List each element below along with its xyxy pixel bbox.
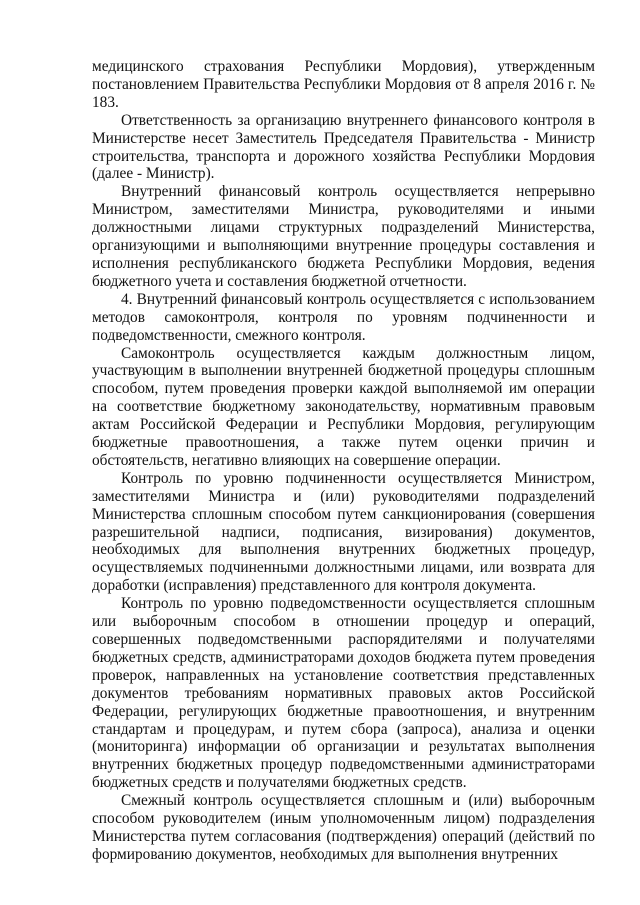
paragraph-internal-control: Внутренний финансовый контроль осуществляется непрерывно Министром, заместителями Министра, руководителями и иными должностными лицами структурных подразделений Министерства, организующими и выполняющими внутренние процедуры составления и исполнения республиканского бюджета Республики Мордовия, ведения бюджетного учета и составления бюджетной отчетности. <box>92 183 595 290</box>
paragraph-responsibility: Ответственность за организацию внутреннего финансового контроля в Министерстве несет Заместитель Председателя Правительства - Министр строительства, транспорта и дорожного хозяйства Республики Мордовия (далее - Министр). <box>92 111 595 183</box>
paragraph-subordination-control: Контроль по уровню подчиненности осуществляется Министром, заместителями Министра и (или) руководителями подразделений Министерства сплошным способом путем санкционирования (совершения разрешительной надписи, подписания, визирования) документов, необходимых для выполнения внутренних бюджетных процедур, осуществляемых подчиненными должностными лицами, или возврата для доработки (исправления) представленного для контроля документа. <box>92 469 595 595</box>
paragraph-self-control: Самоконтроль осуществляется каждым должностным лицом, участвующим в выполнении внутренней бюджетной процедуры сплошным способом, путем проведения проверки каждой выполняемой им операции на соответствие бюджетному законодательству, нормативным правовым актам Российской Федерации и Республики Мордовия, регулирующим бюджетные правоотношения, а также путем оценки причин и обстоятельств, негативно влияющих на совершение операции. <box>92 344 595 469</box>
paragraph-departmental-control: Контроль по уровню подведомственности осуществляется сплошным или выборочным способом в отношении процедур и операций, совершенных подведомственными распорядителями и получателями бюджетных средств, администраторами доходов бюджета путем проведения проверок, направленных на установление соответствия представленных документов требованиям нормативных правовых актов Российской Федерации, регулирующих бюджетные правоотношения, и внутренним стандартам и процедурам, и путем сбора (запроса), анализа и оценки (мониторинга) информации об организации и результатах выполнения внутренних бюджетных процедур подведомственными администраторами бюджетных средств и получателями бюджетных средств. <box>92 595 595 792</box>
paragraph-adjacent-control: Смежный контроль осуществляется сплошным и (или) выборочным способом руководителем (иным уполномоченным лицом) подразделения Министерства путем согласования (подтверждения) операций (действий по формированию документов, необходимых для выполнения внутренних <box>92 792 595 863</box>
paragraph-methods: 4. Внутренний финансовый контроль осуществляется с использованием методов самоконтроля, контроля по уровням подчиненности и подведомственности, смежного контроля. <box>92 290 595 344</box>
paragraph-continuation: медицинского страхования Республики Мордовия), утвержденным постановлением Правительства Республики Мордовия от 8 апреля 2016 г. № 183. <box>92 58 595 111</box>
document-page <box>92 58 595 864</box>
